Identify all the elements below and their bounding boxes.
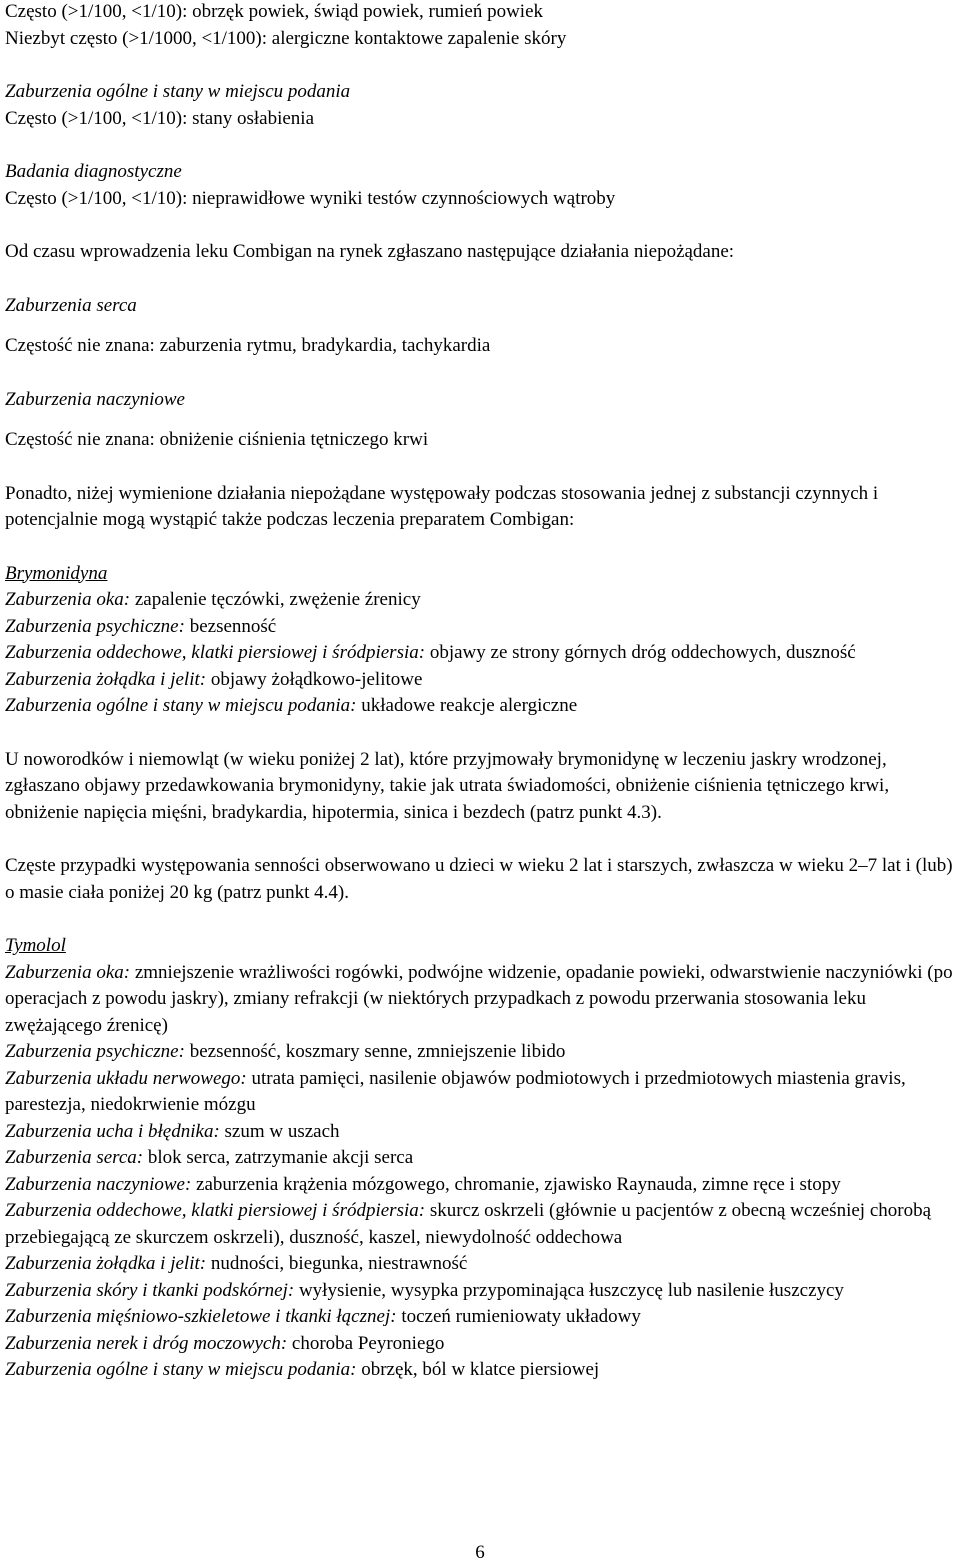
soc-label: Zaburzenia skóry i tkanki podskórnej: <box>5 1279 295 1301</box>
soc-text: skurcz oskrzeli (głównie u pacjentów z obecną wcześniej chorobą przebiegającą ze skurczem oskrzeli), duszność, kaszel, niewydolność oddechowa <box>5 1200 932 1248</box>
soc-text: blok serca, zatrzymanie akcji serca <box>143 1147 414 1168</box>
soc-label: Zaburzenia oddechowe, klatki piersiowej i śródpiersia: <box>5 1200 426 1221</box>
soc-label: Zaburzenia naczyniowe: <box>5 1173 192 1195</box>
frequency-line: Często (>1/100, <1/10): obrzęk powiek, świąd powiek, rumień powiek <box>5 1 544 22</box>
frequency-line: Często (>1/100, <1/10): nieprawidłowe wyniki testów czynnościowych wątroby <box>5 187 616 209</box>
soc-text: toczeń rumieniowaty układowy <box>396 1306 641 1327</box>
frequency-line: Częstość nie znana: zaburzenia rytmu, bradykardia, tachykardia <box>5 335 491 356</box>
soc-text: bezsenność, koszmary senne, zmniejszenie libido <box>184 1041 566 1062</box>
soc-text: układowe reakcje alergiczne <box>356 695 578 716</box>
infants-paragraph: U noworodków i niemowląt (w wieku poniżej 2 lat), które przyjmowały brymonidynę w leczeniu jaskry wrodzonej, zgłaszano objawy przedawkowania brymonidyny, takie jak utrata świadomości, obniżenie ciśnienia tętniczego krwi, obniżenie napięcia mięśni, bradykardia, hipotermia, sinica i bezdech (patrz punkt 4.3). <box>5 748 890 823</box>
adverse-item <box>5 1251 957 1278</box>
adverse-item <box>5 1357 957 1384</box>
adverse-item <box>5 1066 957 1119</box>
section-heading-vascular: Zaburzenia naczyniowe <box>5 388 185 410</box>
adverse-item <box>5 693 957 720</box>
soc-label: Zaburzenia mięśniowo-szkieletowe i tkanki łącznej: <box>5 1306 397 1327</box>
frequency-line: Częstość nie znana: obniżenie ciśnienia tętniczego krwi <box>5 429 429 450</box>
postmarketing-intro: Od czasu wprowadzenia leku Combigan na rynek zgłaszano następujące działania niepożądane: <box>5 241 735 262</box>
adverse-item <box>5 667 957 694</box>
soc-label: Zaburzenia żołądka i jelit: <box>5 668 207 690</box>
timolol-heading: Tymolol <box>5 935 66 956</box>
soc-text: objawy ze strony górnych dróg oddechowych, duszność <box>425 642 856 663</box>
soc-label: Zaburzenia psychiczne: <box>5 1041 185 1062</box>
soc-text: utrata pamięci, nasilenie objawów podmiotowych i przedmiotowych miastenia gravis, parestezja, niedokrwienie mózgu <box>5 1067 906 1115</box>
soc-text: zmniejszenie wrażliwości rogówki, podwójne widzenie, opadanie powieki, odwarstwienie naczyniówki (po operacjach z powodu jaskry), zmiany refrakcji (w niektórych przypadkach z powodu przerwania stosowania leku zwężającego źrenicę) <box>5 961 953 1036</box>
soc-label: Zaburzenia oddechowe, klatki piersiowej i śródpiersia: <box>5 642 426 663</box>
soc-text: bezsenność <box>184 615 277 637</box>
single-agent-intro: Ponadto, niżej wymienione działania niepożądane występowały podczas stosowania jednej z substancji czynnych i potencjalnie mogą wystąpić także podczas leczenia preparatem Combigan: <box>5 482 879 530</box>
frequency-line: Niezbyt często (>1/1000, <1/100): alergiczne kontaktowe zapalenie skóry <box>5 27 567 49</box>
soc-text: szum w uszach <box>219 1120 340 1142</box>
soc-text: zapalenie tęczówki, zwężenie źrenicy <box>130 589 421 610</box>
soc-label: Zaburzenia układu nerwowego: <box>5 1067 247 1089</box>
adverse-item <box>5 1278 957 1305</box>
adverse-item <box>5 1119 957 1146</box>
adverse-item <box>5 1039 957 1066</box>
adverse-item <box>5 614 957 641</box>
soc-text: objawy żołądkowo-jelitowe <box>206 668 423 690</box>
soc-label: Zaburzenia oka: <box>5 961 131 983</box>
document-page <box>5 0 957 1384</box>
adverse-item <box>5 1198 957 1251</box>
section-heading-general: Zaburzenia ogólne i stany w miejscu podania <box>5 81 351 102</box>
brimonidine-heading: Brymonidyna <box>5 562 108 584</box>
frequency-line: Często (>1/100, <1/10): stany osłabienia <box>5 107 315 129</box>
page-number: 6 <box>475 1542 485 1563</box>
soc-label: Zaburzenia oka: <box>5 589 131 610</box>
soc-text: nudności, biegunka, niestrawność <box>206 1253 468 1274</box>
soc-label: Zaburzenia psychiczne: <box>5 615 185 637</box>
adverse-item <box>5 1172 957 1199</box>
children-paragraph: Częste przypadki występowania senności obserwowano u dzieci w wieku 2 lat i starszych, zwłaszcza w wieku 2–7 lat i (lub) o masie ciała poniżej 20 kg (patrz punkt 4.4). <box>5 855 953 903</box>
adverse-item <box>5 1331 957 1358</box>
section-heading-diagnostics: Badania diagnostyczne <box>5 161 182 182</box>
adverse-item <box>5 587 957 614</box>
adverse-item <box>5 640 957 667</box>
soc-label: Zaburzenia żołądka i jelit: <box>5 1253 207 1274</box>
soc-label: Zaburzenia serca: <box>5 1147 144 1168</box>
adverse-item <box>5 1304 957 1331</box>
soc-label: Zaburzenia nerek i dróg moczowych: <box>5 1332 288 1354</box>
adverse-item <box>5 960 957 1040</box>
soc-text: obrzęk, ból w klatce piersiowej <box>356 1359 600 1380</box>
soc-label: Zaburzenia ucha i błędnika: <box>5 1120 220 1142</box>
soc-label: Zaburzenia ogólne i stany w miejscu podania: <box>5 1359 357 1380</box>
soc-text: wyłysienie, wysypka przypominająca łuszczycę lub nasilenie łuszczycy <box>294 1279 844 1301</box>
soc-text: choroba Peyroniego <box>287 1332 445 1354</box>
section-heading-cardiac: Zaburzenia serca <box>5 294 137 316</box>
soc-text: zaburzenia krążenia mózgowego, chromanie, zjawisko Raynauda, zimne ręce i stopy <box>191 1173 841 1195</box>
adverse-item <box>5 1145 957 1172</box>
soc-label: Zaburzenia ogólne i stany w miejscu podania: <box>5 695 357 716</box>
